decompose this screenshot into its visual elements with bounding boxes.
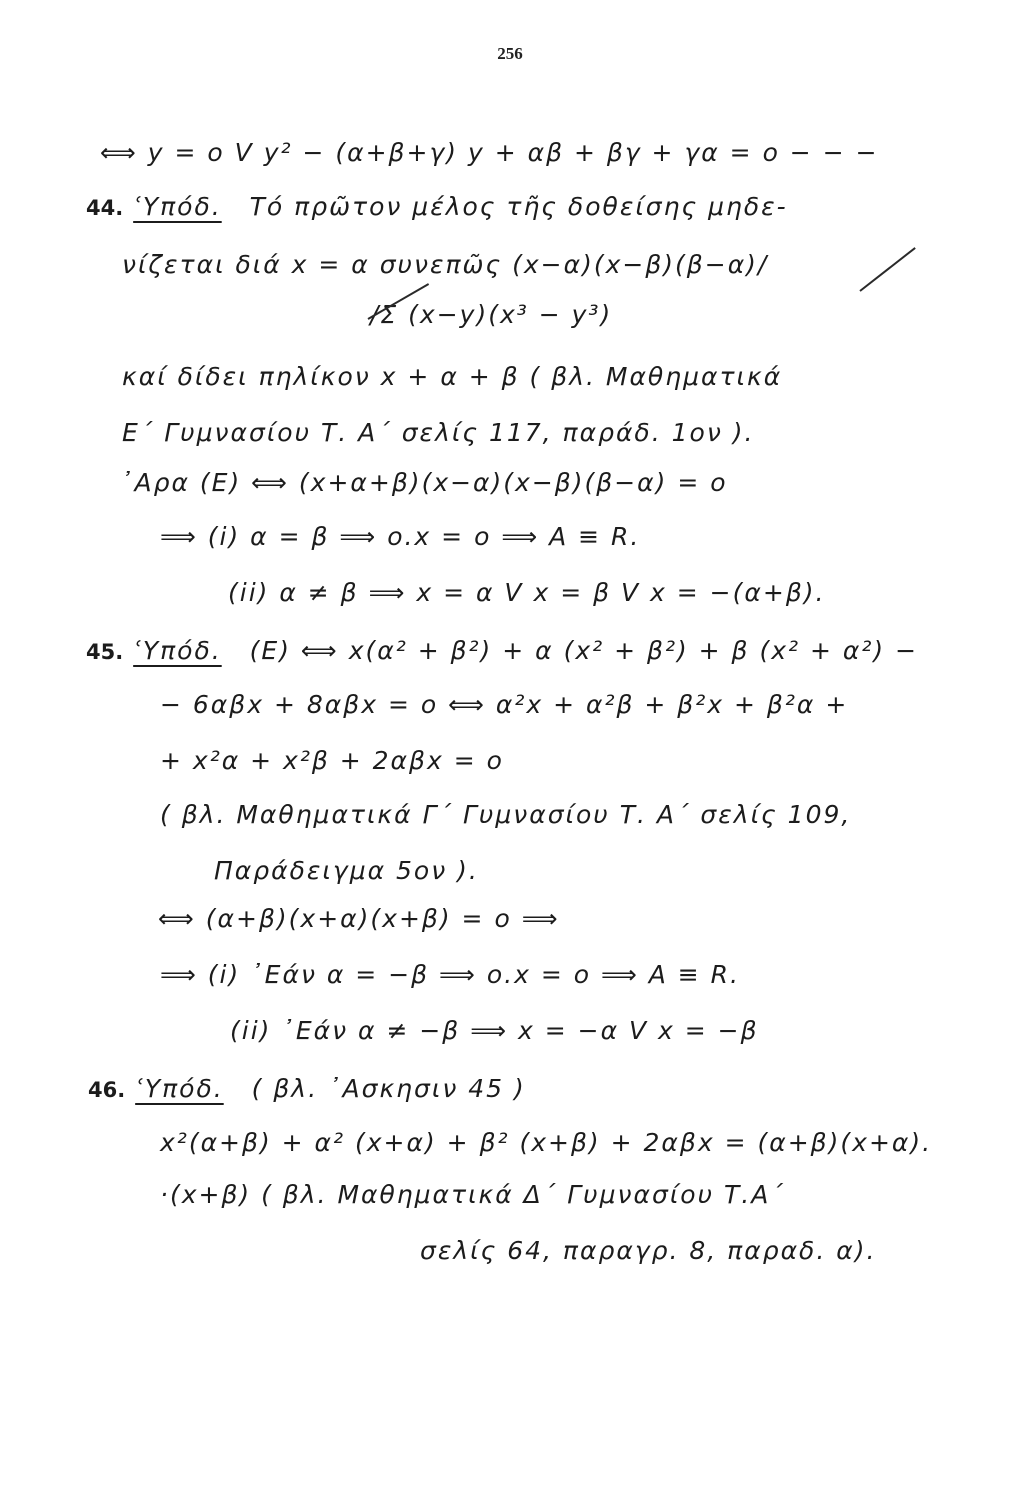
equation-line: ⟹ (i) α = β ⟹ o.x = o ⟹ Α ≡ R. xyxy=(160,522,641,551)
exercise-number: 46. xyxy=(88,1078,126,1102)
equation-line: ⟺ (α+β)(x+α)(x+β) = o ⟹ xyxy=(158,904,560,933)
page-number: 256 xyxy=(497,44,523,63)
equation-line: x²(α+β) + α² (x+α) + β² (x+β) + 2αβx = (α+β)(x+α). xyxy=(160,1128,933,1157)
equation-line: ⟺ y = o V y² − (α+β+γ) y + αβ + βγ + γα = o − − − xyxy=(100,138,879,167)
equation-line: /Σ (x−y)(x³ − y³) xyxy=(370,300,613,329)
exercise-45-heading: 45. ʿΥπόδ. (Ε) ⟺ x(α² + β²) + α (x² + β²) + β (x² + α²) − xyxy=(86,636,919,665)
hint-label: ʿΥπόδ. xyxy=(133,636,222,665)
hint-label: ʿΥπόδ. xyxy=(135,1074,224,1103)
text-line: ( βλ. Μαθηματικά Γ΄ Γυμνασίου Τ. Α΄ σελίς 109, xyxy=(160,800,852,829)
exercise-44-heading: 44. ʿΥπόδ. Τό πρῶτον μέλος τῆς δοθείσης μηδε- xyxy=(86,192,788,221)
exercise-number: 44. xyxy=(86,196,124,220)
exercise-number: 45. xyxy=(86,640,124,664)
exercise-46-heading: 46. ʿΥπόδ. ( βλ. ᾿Ασκησιν 45 ) xyxy=(88,1074,526,1103)
equation-line: (ii) ᾿Εάν α ≠ −β ⟹ x = −α V x = −β xyxy=(230,1016,759,1045)
text-line: καί δίδει πηλίκον x + α + β ( βλ. Μαθηματικά xyxy=(122,362,783,391)
text-line: νίζεται διά x = α συνεπῶς (x−α)(x−β)(β−α)/ xyxy=(122,250,769,279)
text-line: Παράδειγμα 5ον ). xyxy=(214,856,479,885)
hint-label: ʿΥπόδ. xyxy=(133,192,222,221)
text-line: Ε΄ Γυμνασίου Τ. Α΄ σελίς 117, παράδ. 1ον ). xyxy=(122,418,755,447)
equation-line: (ii) α ≠ β ⟹ x = α V x = β V x = −(α+β). xyxy=(228,578,826,607)
continuation-slash xyxy=(859,247,915,292)
equation-line: ⟹ (i) ᾿Εάν α = −β ⟹ o.x = o ⟹ Α ≡ R. xyxy=(160,960,740,989)
equation-line: − 6αβx + 8αβx = o ⟺ α²x + α²β + β²x + β²α + xyxy=(160,690,849,719)
text-line: ·(x+β) ( βλ. Μαθηματικά Δ΄ Γυμνασίου Τ.Α΄ xyxy=(160,1180,785,1209)
equation-line: + x²α + x²β + 2αβx = o xyxy=(160,746,504,775)
equation-line: ᾿Αρα (Ε) ⟺ (x+α+β)(x−α)(x−β)(β−α) = o xyxy=(120,468,728,497)
text-line: σελίς 64, παραγρ. 8, παραδ. α). xyxy=(420,1236,877,1265)
